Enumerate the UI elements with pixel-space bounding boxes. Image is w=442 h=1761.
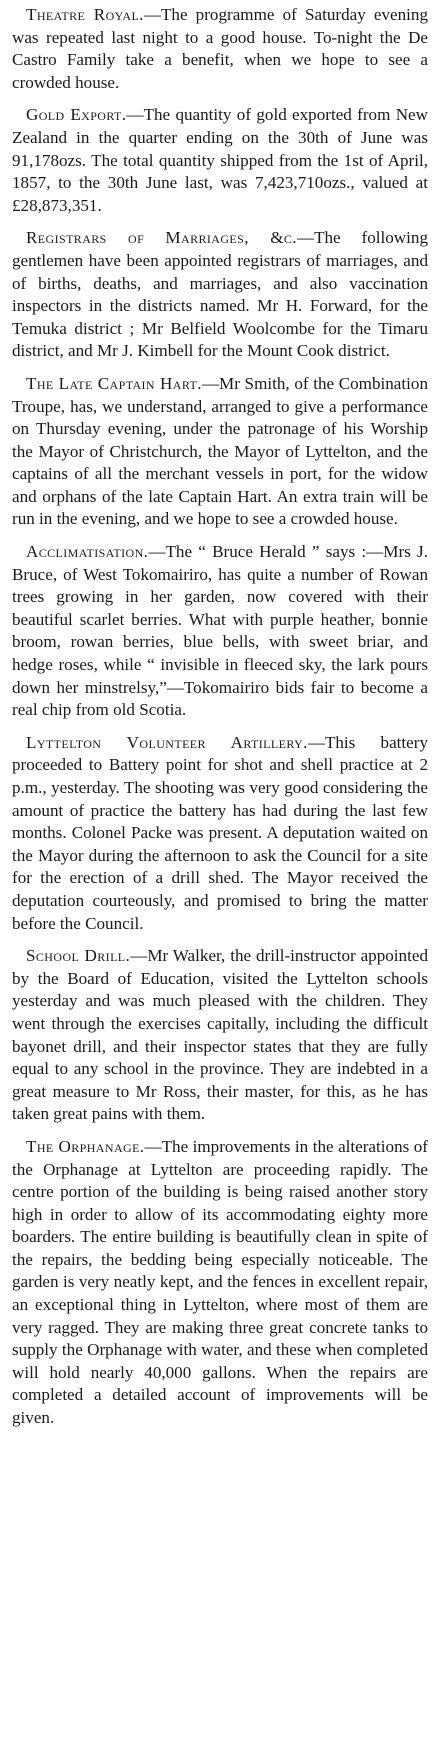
article-registrars-of-marriages <box>12 227 428 363</box>
article-heading: The Late Captain Hart. <box>26 373 202 393</box>
article-theatre-royal <box>12 4 428 94</box>
article-body: —The programme of Saturday evening was repeated last night to a good house. To-night the De Castro Family take a benefit, when we hope to see a crowded house. <box>12 5 429 92</box>
article-school-drill <box>12 945 428 1126</box>
article-body: —This battery proceeded to Battery point for shot and shell practice at 2 p.m., yesterday. The shooting was very good considering the amount of practice the battery has had during the last few months. Colonel Packe was present. A deputation waited on the Mayor during the afternoon to ask the Council for a site for the erection of a drill shed. The Mayor received the deputation courteously, and promised to bring the matter before the Council. <box>12 732 428 933</box>
article-gold-export <box>12 104 428 217</box>
article-heading: Acclimatisation. <box>26 542 149 562</box>
article-body: —The “ Bruce Herald ” says :—Mrs J. Bruce, of West Tokomairiro, has quite a number of Rowan trees growing in her garden, now covered with their beautiful scarlet berries. What with purple heather, bonnie broom, rowan berries, blue bells, with sweet briar, and hedge roses, while “ invisible in fleeced sky, the lark pours down her minstrelsy,”—Tokomairiro bids fair to become a real chip from old Scotia. <box>12 542 428 720</box>
article-body: —Mr Walker, the drill-instructor appointed by the Board of Education, visited the Lyttelton schools yesterday and was much pleased with the children. They went through the exercises capitally, including the difficult bayonet drill, and their inspector states that they are fully equal to any school in the province. They are indebted in a great measure to Mr Ross, their master, for this, as he has taken great pains with them. <box>12 946 428 1124</box>
article-heading: School Drill. <box>26 946 131 966</box>
article-body: —The quantity of gold exported from New Zealand in the quarter ending on the 30th of June was 91,178ozs. The total quantity shipped from the 1st of April, 1857, to the 30th June last, was 7,423,710ozs., valued at £28,873,351. <box>12 105 428 215</box>
article-late-captain-hart <box>12 373 428 531</box>
article-acclimatisation <box>12 541 428 722</box>
article-body: —The following gentlemen have been appointed registrars of marriages, and of births, deaths, and marriages, and also vaccination inspectors in the districts named. Mr H. Forward, for the Temuka district ; Mr Belfield Woolcombe for the Timaru district, and Mr J. Kimbell for the Mount Cook district. <box>12 228 428 361</box>
article-volunteer-artillery <box>12 732 428 935</box>
article-the-orphanage <box>12 1136 428 1430</box>
article-body: —The improvements in the alterations of the Orphanage at Lyttelton are proceeding rapidly. The centre portion of the building is being raised another story high in order to allow of its accommodating eighty more boarders. The entire building is beautifully clean in spite of the repairs, the bedding being especially noticeable. The garden is very neatly kept, and the fences in excellent repair, an exceptional thing in Lyttelton, where most of them are very ragged. They are making three great concrete tanks to supply the Orphanage with water, and these when completed will hold nearly 40,000 gallons. When the repairs are completed a detailed account of improvements will be given. <box>12 1136 428 1428</box>
article-heading: The Orphanage. <box>26 1136 145 1156</box>
article-body: —Mr Smith, of the Combination Troupe, has, we understand, arranged to give a performance on Thursday evening, under the patronage of his Worship the Mayor of Christchurch, the Mayor of Lyttelton, and the captains of all the merchant vessels in port, for the widow and orphans of the late Captain Hart. An extra train will be run in the evening, and we hope to see a crowded house. <box>12 373 428 529</box>
article-heading: Theatre Royal. <box>26 5 144 24</box>
article-heading: Lyttelton Volunteer Artillery. <box>26 732 308 752</box>
article-heading: Registrars of Marriages, &c. <box>26 228 297 248</box>
article-heading: Gold Export. <box>26 105 127 125</box>
